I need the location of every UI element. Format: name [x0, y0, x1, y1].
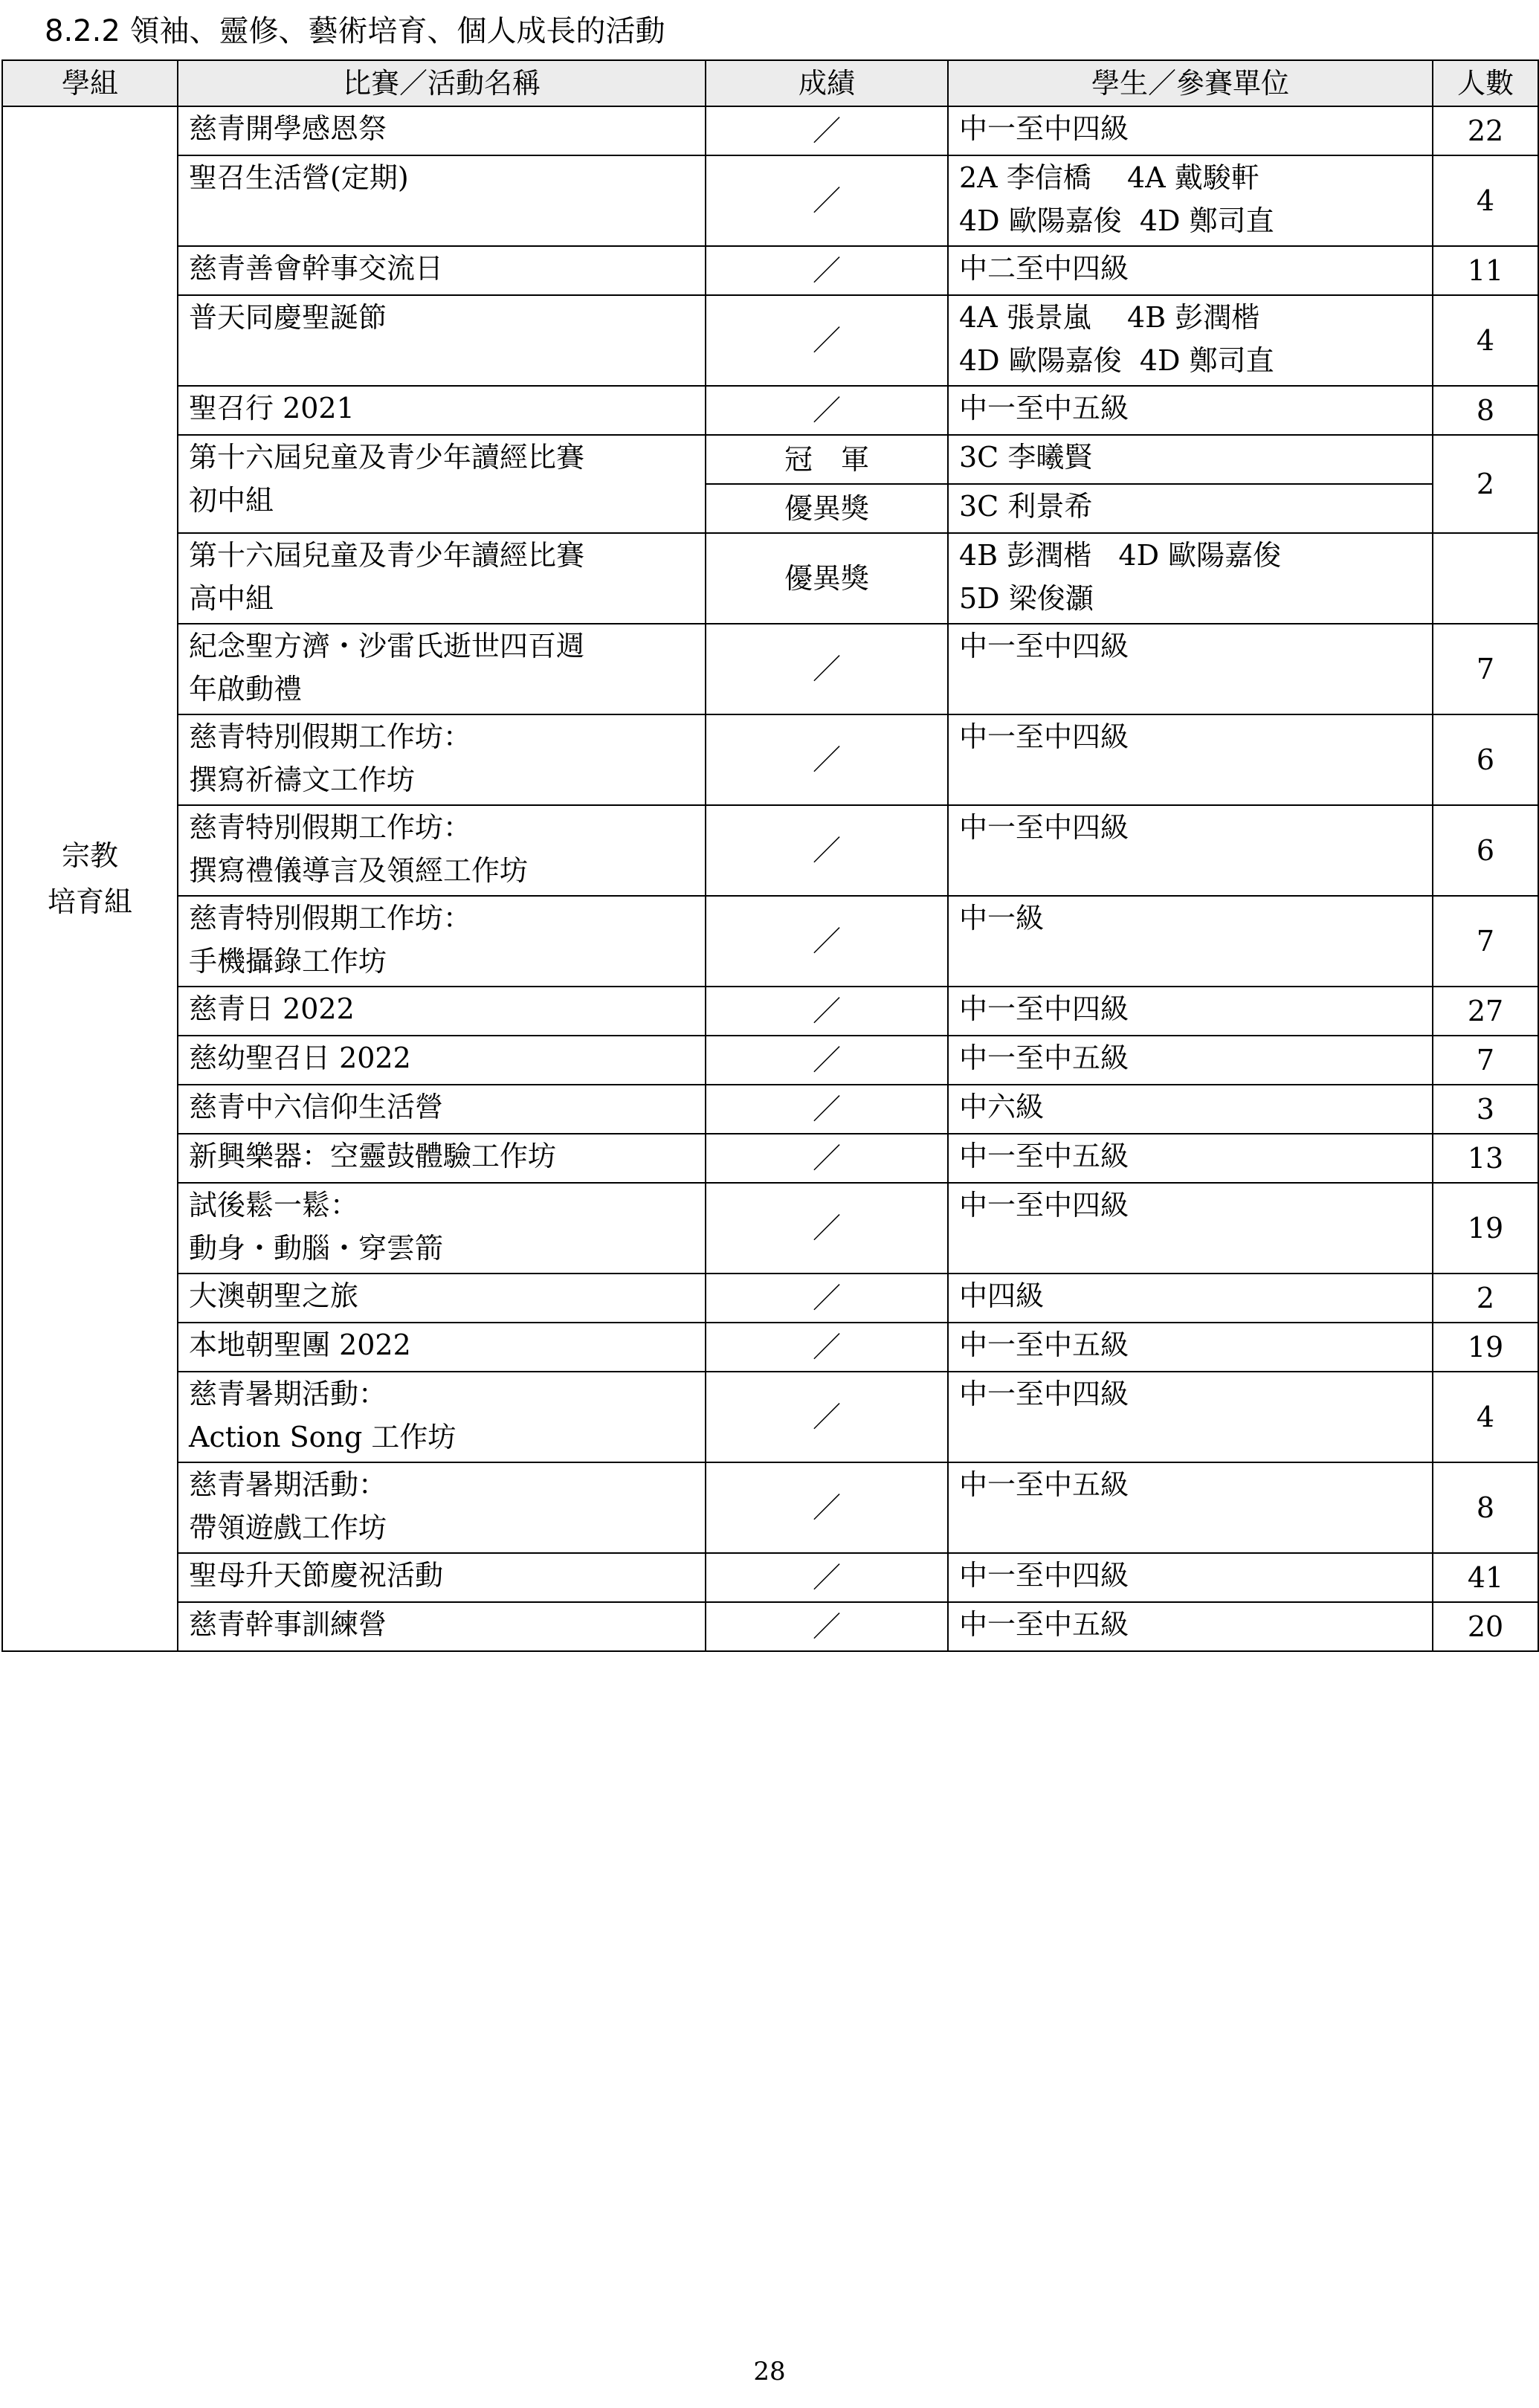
count-cell: 7: [1433, 896, 1538, 987]
table-row: [2, 805, 1538, 896]
result-cell: ／: [706, 624, 948, 714]
header-count: 人數: [1433, 60, 1538, 106]
count-cell: 27: [1433, 987, 1538, 1036]
count-cell: 8: [1433, 386, 1538, 435]
table-row: [2, 1553, 1538, 1602]
header-students: 學生／參賽單位: [948, 60, 1433, 106]
activity-cell: 慈青日 2022: [178, 987, 706, 1036]
table-row: [2, 1323, 1538, 1372]
count-cell: 3: [1433, 1085, 1538, 1134]
result-cell: ／: [706, 1462, 948, 1553]
count-cell: 7: [1433, 624, 1538, 714]
students-cell: 中一至中五級: [948, 1602, 1433, 1651]
students-cell: 中一至中五級: [948, 1462, 1433, 1553]
table-row: [2, 714, 1538, 805]
students-cell: 中一至中五級: [948, 1036, 1433, 1085]
count-cell: 20: [1433, 1602, 1538, 1651]
students-cell: 中一級: [948, 896, 1433, 987]
result-cell: ／: [706, 1036, 948, 1085]
count-cell: 13: [1433, 1134, 1538, 1183]
students-cell: 中一至中四級: [948, 1553, 1433, 1602]
result-cell: 優異獎: [706, 484, 948, 533]
result-cell: ／: [706, 1602, 948, 1651]
count-cell: 11: [1433, 246, 1538, 295]
students-cell: 中二至中四級: [948, 246, 1433, 295]
students-cell: 中一至中四級: [948, 624, 1433, 714]
students-cell: 4B 彭潤楷 4D 歐陽嘉俊 5D 梁俊灝: [948, 533, 1433, 624]
activity-cell: 紀念聖方濟・沙雷氏逝世四百週 年啟動禮: [178, 624, 706, 714]
result-cell: ／: [706, 805, 948, 896]
students-cell: 3C 利景希: [948, 484, 1433, 533]
result-cell: ／: [706, 1553, 948, 1602]
result-cell: ／: [706, 1134, 948, 1183]
header-result: 成績: [706, 60, 948, 106]
header-group: 學組: [2, 60, 178, 106]
count-cell: 7: [1433, 1036, 1538, 1085]
table-row: [2, 386, 1538, 435]
table-row: [2, 1134, 1538, 1183]
activity-cell: 第十六屆兒童及青少年讀經比賽 初中組: [178, 435, 706, 533]
section-title: 領袖、靈修、藝術培育、個人成長的活動: [129, 14, 665, 48]
result-cell: ／: [706, 714, 948, 805]
activity-cell: 聖召生活營(定期): [178, 155, 706, 246]
count-cell: 41: [1433, 1553, 1538, 1602]
table-row: [2, 155, 1538, 246]
section-number: 8.2.2: [45, 14, 120, 48]
students-cell: 中一至中四級: [948, 1372, 1433, 1462]
students-cell: 中六級: [948, 1085, 1433, 1134]
table-row: [2, 106, 1538, 155]
result-cell: ／: [706, 246, 948, 295]
result-cell: ／: [706, 1323, 948, 1372]
table-row: [2, 1085, 1538, 1134]
table-row: [2, 246, 1538, 295]
result-cell: ／: [706, 155, 948, 246]
result-cell: ／: [706, 106, 948, 155]
table-row: [2, 1274, 1538, 1323]
group-label-line1: 宗教: [61, 839, 118, 872]
students-cell: 中一至中四級: [948, 805, 1433, 896]
section-heading: [45, 10, 665, 52]
table-row: [2, 1372, 1538, 1462]
students-cell: 中四級: [948, 1274, 1433, 1323]
activity-cell: 新興樂器：空靈鼓體驗工作坊: [178, 1134, 706, 1183]
table-row: [2, 1462, 1538, 1553]
students-cell: 中一至中四級: [948, 714, 1433, 805]
activities-table: [1, 59, 1539, 1652]
students-cell: 中一至中五級: [948, 1134, 1433, 1183]
count-cell: 2: [1433, 1274, 1538, 1323]
count-cell: 6: [1433, 805, 1538, 896]
result-cell: ／: [706, 1274, 948, 1323]
table-row: [2, 1602, 1538, 1651]
table-row: [2, 624, 1538, 714]
activity-cell: 慈青特別假期工作坊： 撰寫禮儀導言及領經工作坊: [178, 805, 706, 896]
activity-cell: 慈青善會幹事交流日: [178, 246, 706, 295]
table-row: [2, 896, 1538, 987]
group-cell: [2, 106, 178, 1651]
activity-cell: 慈青幹事訓練營: [178, 1602, 706, 1651]
activity-cell: 第十六屆兒童及青少年讀經比賽 高中組: [178, 533, 706, 624]
students-cell: 中一至中五級: [948, 1323, 1433, 1372]
page-number: 28: [753, 2357, 786, 2386]
result-cell: ／: [706, 295, 948, 386]
students-cell: 中一至中五級: [948, 386, 1433, 435]
activity-cell: 普天同慶聖誕節: [178, 295, 706, 386]
result-cell: 優異獎: [706, 533, 948, 624]
result-cell: ／: [706, 386, 948, 435]
table-row: [2, 987, 1538, 1036]
activity-cell: 慈青特別假期工作坊： 手機攝錄工作坊: [178, 896, 706, 987]
table-row: [2, 1036, 1538, 1085]
activity-cell: 慈青開學感恩祭: [178, 106, 706, 155]
count-cell: 2: [1433, 435, 1538, 533]
table-row: [2, 1183, 1538, 1274]
students-cell: 4A 張景嵐 4B 彭潤楷 4D 歐陽嘉俊 4D 鄭司直: [948, 295, 1433, 386]
activity-cell: 大澳朝聖之旅: [178, 1274, 706, 1323]
activity-cell: 聖母升天節慶祝活動: [178, 1553, 706, 1602]
activity-cell: 慈青中六信仰生活營: [178, 1085, 706, 1134]
students-cell: 中一至中四級: [948, 106, 1433, 155]
table-row: [2, 435, 1538, 484]
table-header-row: [2, 60, 1538, 106]
count-cell: 4: [1433, 155, 1538, 246]
count-cell: 19: [1433, 1323, 1538, 1372]
table-row: [2, 295, 1538, 386]
students-cell: 2A 李信橋 4A 戴駿軒 4D 歐陽嘉俊 4D 鄭司直: [948, 155, 1433, 246]
result-cell: 冠 軍: [706, 435, 948, 484]
activity-cell: 試後鬆一鬆： 動身・動腦・穿雲箭: [178, 1183, 706, 1274]
activity-cell: 本地朝聖團 2022: [178, 1323, 706, 1372]
count-cell: 4: [1433, 295, 1538, 386]
count-cell: 8: [1433, 1462, 1538, 1553]
activity-cell: 慈青暑期活動： 帶領遊戲工作坊: [178, 1462, 706, 1553]
students-cell: 中一至中四級: [948, 1183, 1433, 1274]
count-cell: 6: [1433, 714, 1538, 805]
count-cell: 19: [1433, 1183, 1538, 1274]
count-cell: [1433, 533, 1538, 624]
group-label-line2: 培育組: [47, 885, 132, 918]
activity-cell: 慈青暑期活動： Action Song 工作坊: [178, 1372, 706, 1462]
table-row: [2, 533, 1538, 624]
count-cell: 22: [1433, 106, 1538, 155]
students-cell: 3C 李曦賢: [948, 435, 1433, 484]
result-cell: ／: [706, 987, 948, 1036]
activity-cell: 聖召行 2021: [178, 386, 706, 435]
result-cell: ／: [706, 1183, 948, 1274]
activity-cell: 慈青特別假期工作坊： 撰寫祈禱文工作坊: [178, 714, 706, 805]
count-cell: 4: [1433, 1372, 1538, 1462]
result-cell: ／: [706, 896, 948, 987]
activity-cell: 慈幼聖召日 2022: [178, 1036, 706, 1085]
header-activity: 比賽／活動名稱: [178, 60, 706, 106]
result-cell: ／: [706, 1085, 948, 1134]
students-cell: 中一至中四級: [948, 987, 1433, 1036]
result-cell: ／: [706, 1372, 948, 1462]
